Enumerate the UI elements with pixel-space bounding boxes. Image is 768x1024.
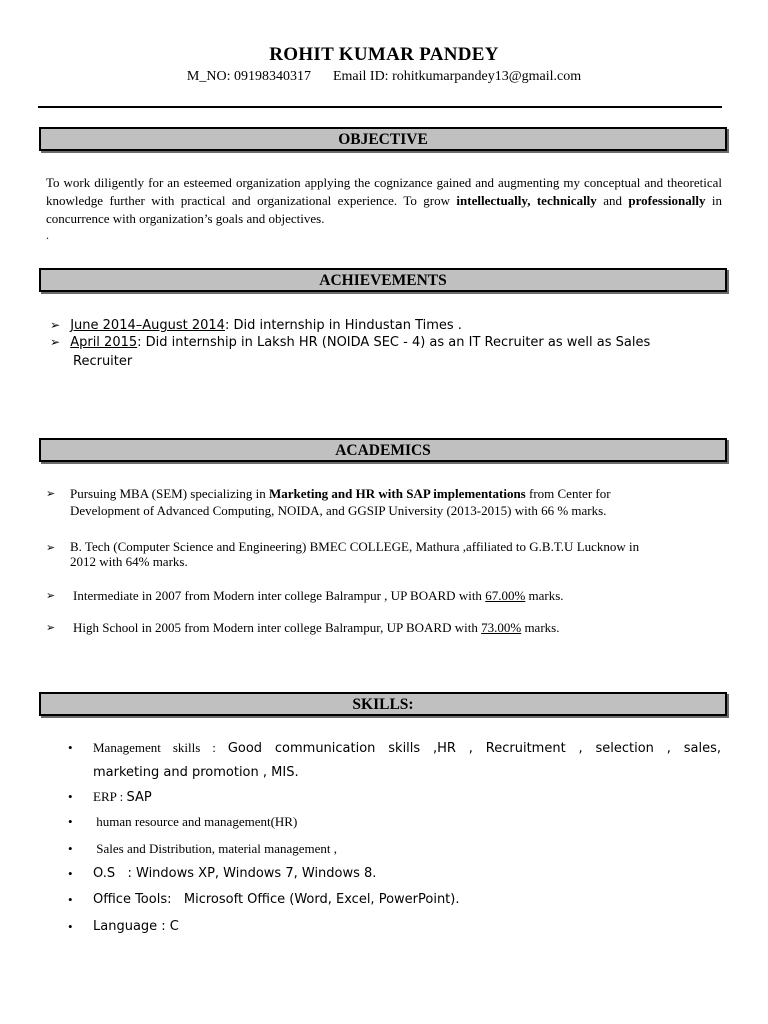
bullet-dot-icon: • (68, 892, 73, 907)
section-header-skills: SKILLS: (39, 692, 727, 716)
academic-highschool-percentage: 73.00% (481, 620, 522, 635)
skill-item (68, 736, 722, 784)
skill-item (68, 915, 722, 939)
objective-bold-1: intellectually, technically (456, 193, 597, 208)
skill-management-continued: marketing and promotion , MIS. (93, 765, 299, 780)
academic-mba-text-post: from Center for (525, 486, 611, 501)
arrow-bullet-icon: ➢ (46, 487, 56, 500)
skill-hr-text: human resource and management(HR) (93, 814, 298, 829)
academic-intermediate-percentage: 67.00% (485, 588, 526, 603)
objective-text-3: in concurrence with organization’s goals and objectives. (46, 193, 722, 226)
academic-intermediate-post: marks. (525, 588, 564, 603)
mobile-number: M_NO: 09198340317 (186, 69, 311, 84)
skill-item (68, 810, 722, 834)
contact-line (0, 69, 768, 85)
academic-mba-specialization: Marketing and HR with SAP implementations (268, 486, 526, 501)
objective-paragraph (46, 174, 722, 228)
header-divider (38, 106, 722, 108)
skill-os-text: O.S : Windows XP, Windows 7, Windows 8. (93, 866, 377, 881)
academic-highschool-post: marks. (521, 620, 560, 635)
achievement-text-continued: Recruiter (73, 354, 133, 369)
achievement-item (50, 333, 722, 352)
academic-item (46, 587, 722, 605)
section-header-achievements: ACHIEVEMENTS (39, 268, 727, 292)
skill-management-label: Management skills : (93, 740, 228, 755)
arrow-bullet-icon: ➢ (46, 621, 56, 634)
bullet-dot-icon: • (68, 814, 73, 829)
academic-item (46, 619, 722, 637)
section-header-objective: OBJECTIVE (39, 127, 727, 151)
skill-language-text: Language : C (93, 919, 179, 934)
academic-mba-text: Pursuing MBA (SEM) specializing in (70, 486, 269, 501)
academic-btech-line2: 2012 with 64% marks. (70, 554, 188, 569)
arrow-bullet-icon: ➢ (46, 589, 56, 602)
academic-btech-line1: B. Tech (Computer Science and Engineering) BMEC COLLEGE, Mathura ,affiliated to G.B.T.U Lucknow in (70, 539, 640, 554)
academic-item (46, 485, 722, 521)
email-address: Email ID: rohitkumarpandey13@gmail.com (332, 69, 582, 84)
achievement-date: April 2015 (70, 335, 138, 350)
achievement-text: : Did internship in Hindustan Times . (224, 318, 462, 333)
achievement-date: June 2014–August 2014 (70, 318, 225, 333)
academic-highschool-text: High School in 2005 from Modern inter college Balrampur, UP BOARD with (73, 620, 482, 635)
section-header-academics: ACADEMICS (39, 438, 727, 462)
skill-item (68, 785, 722, 809)
skill-item (68, 837, 722, 861)
objective-bold-2: professionally (628, 193, 706, 208)
skill-erp-text: SAP (126, 790, 152, 805)
arrow-bullet-icon: ➢ (50, 318, 61, 332)
academic-intermediate-text: Intermediate in 2007 from Modern inter college Balrampur , UP BOARD with (73, 588, 486, 603)
skill-management-text: Good communication skills ,HR , Recruitment , selection , sales, (227, 741, 721, 756)
bullet-dot-icon: • (68, 789, 73, 804)
skill-item (68, 888, 722, 912)
skill-erp-label: ERP : (93, 789, 127, 804)
achievement-text: : Did internship in Laksh HR (NOIDA SEC - 4) as an IT Recruiter as well as Sales (137, 335, 651, 350)
skill-office-tools-text: Office Tools: Microsoft Office (Word, Excel, PowerPoint). (93, 892, 460, 907)
arrow-bullet-icon: ➢ (46, 541, 56, 554)
bullet-dot-icon: • (68, 841, 73, 856)
arrow-bullet-icon: ➢ (50, 335, 61, 349)
objective-text-1: To work diligently for an esteemed organization applying the cognizance gained and augmenting my conceptual and theoretical knowledge further with practical and organizational experience. To grow (46, 175, 722, 208)
resume-name: ROHIT KUMAR PANDEY (269, 44, 499, 65)
academic-mba-line2: Development of Advanced Computing, NOIDA, and GGSIP University (2013-2015) with 66 % marks. (70, 503, 607, 518)
objective-text-2: and (596, 193, 629, 208)
bullet-dot-icon: • (68, 866, 73, 881)
skill-item (68, 862, 722, 886)
objective-trailing-dot: . (46, 228, 49, 242)
academic-item (46, 539, 722, 575)
bullet-dot-icon: • (68, 919, 73, 934)
skill-sales-text: Sales and Distribution, material management , (93, 841, 338, 856)
bullet-dot-icon: • (68, 740, 73, 755)
